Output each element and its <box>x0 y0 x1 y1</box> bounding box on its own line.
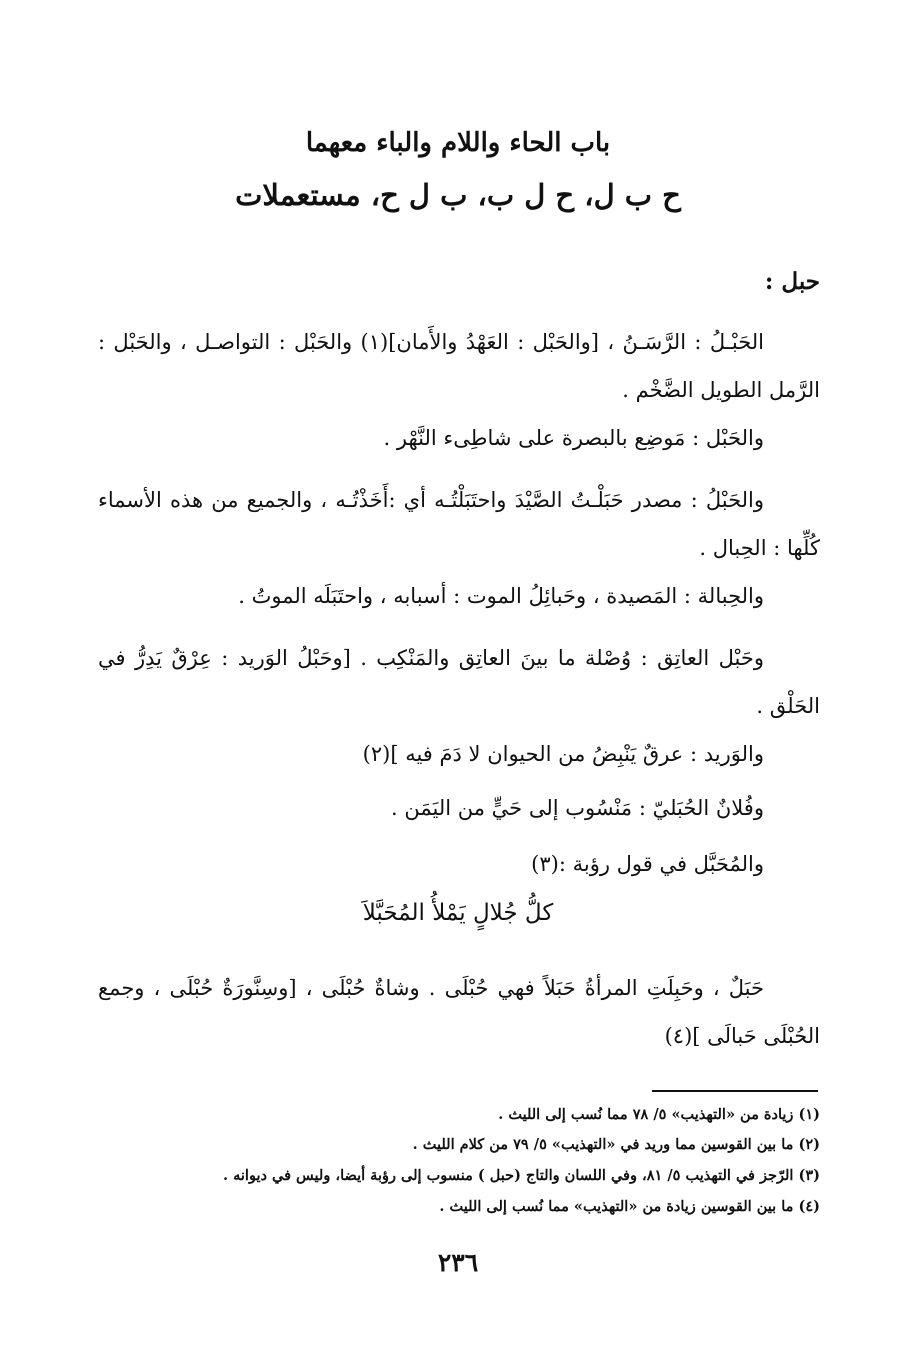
paragraph-5: وحَبْل العاتِق : وُصْلة ما بينَ العاتِق والمَنْكِب . [وحَبْلُ الوَريد : عِرْقٌ يَدِرُّ في الحَلْق . <box>98 646 820 718</box>
poetry-verse: كلُّ جُلالٍ يَمْلأُ المُحَبَّلاَ <box>362 900 554 926</box>
paragraph-7: وفُلانٌ الحُبَليّ : مَنْسُوب إلى حَيٍّ من اليَمَن . <box>391 796 764 820</box>
paragraph-2: والحَبْل : مَوضِع بالبصرة على شاطِىء النَّهْر . <box>383 426 764 450</box>
paragraph-8: والمُحَبَّل في قول رؤبة :(٣) <box>531 852 764 876</box>
footnote-divider <box>652 1090 818 1092</box>
paragraph-3: والحَبْلُ : مصدر حَبَلْـتُ الصَّيْدَ واحتَبَلْتُـه أي :أَخَذْتُـه ، والجميع من هذه الأسماء كُلِّها : الحِبال . <box>98 488 820 560</box>
footnote-1: (١) زيادة من «التهذيب» ٥/ ٧٨ مما نُسب إلى الليث . <box>498 1106 820 1123</box>
chapter-subtitle: ح ب ل، ح ل ب، ب ل ح، مستعملات <box>235 178 681 212</box>
paragraph-1: الحَبْـلُ : الرَّسَـنُ ، [والحَبْل : العَهْدُ والأَمان](١) والحَبْل : التواصـل ، والحَبْل : الرَّمل الطويل الضَّخْم . <box>98 330 820 402</box>
page-number: ٢٣٦ <box>437 1248 479 1277</box>
footnote-4: (٤) ما بين القوسين زيادة من «التهذيب» مما نُسب إلى الليث . <box>439 1198 820 1215</box>
footnote-3: (٣) الرّجز في التهذيب ٥/ ٨١، وفي اللسان والتاج (حبل ) منسوب إلى رؤبة أيضا، وليس في ديوانه . <box>223 1167 820 1184</box>
paragraph-4: والحِبالة : المَصيدة ، وحَبائِلُ الموت : أسبابه ، واحتَبَلَه الموتُ . <box>238 584 764 608</box>
entry-headword: حبل : <box>764 268 820 295</box>
footnote-2: (٢) ما بين القوسين مما وريد في «التهذيب» ٥/ ٧٩ من كلام الليث . <box>412 1136 820 1153</box>
chapter-title: باب الحاء واللام والباء معهما <box>305 128 611 158</box>
paragraph-9: حَبَلٌ ، وحَبِلَتِ المرأةُ حَبَلاً فهي حُبْلَى . وشاةٌ حُبْلَى ، [وسِنَّورَةٌ حُبْلَى ، وجمع الحُبْلَى حَبالَى ](٤) <box>98 976 820 1048</box>
paragraph-6: والوَريد : عرقٌ يَنْبِضُ من الحيوان لا دَمَ فيه ](٢) <box>362 742 764 766</box>
